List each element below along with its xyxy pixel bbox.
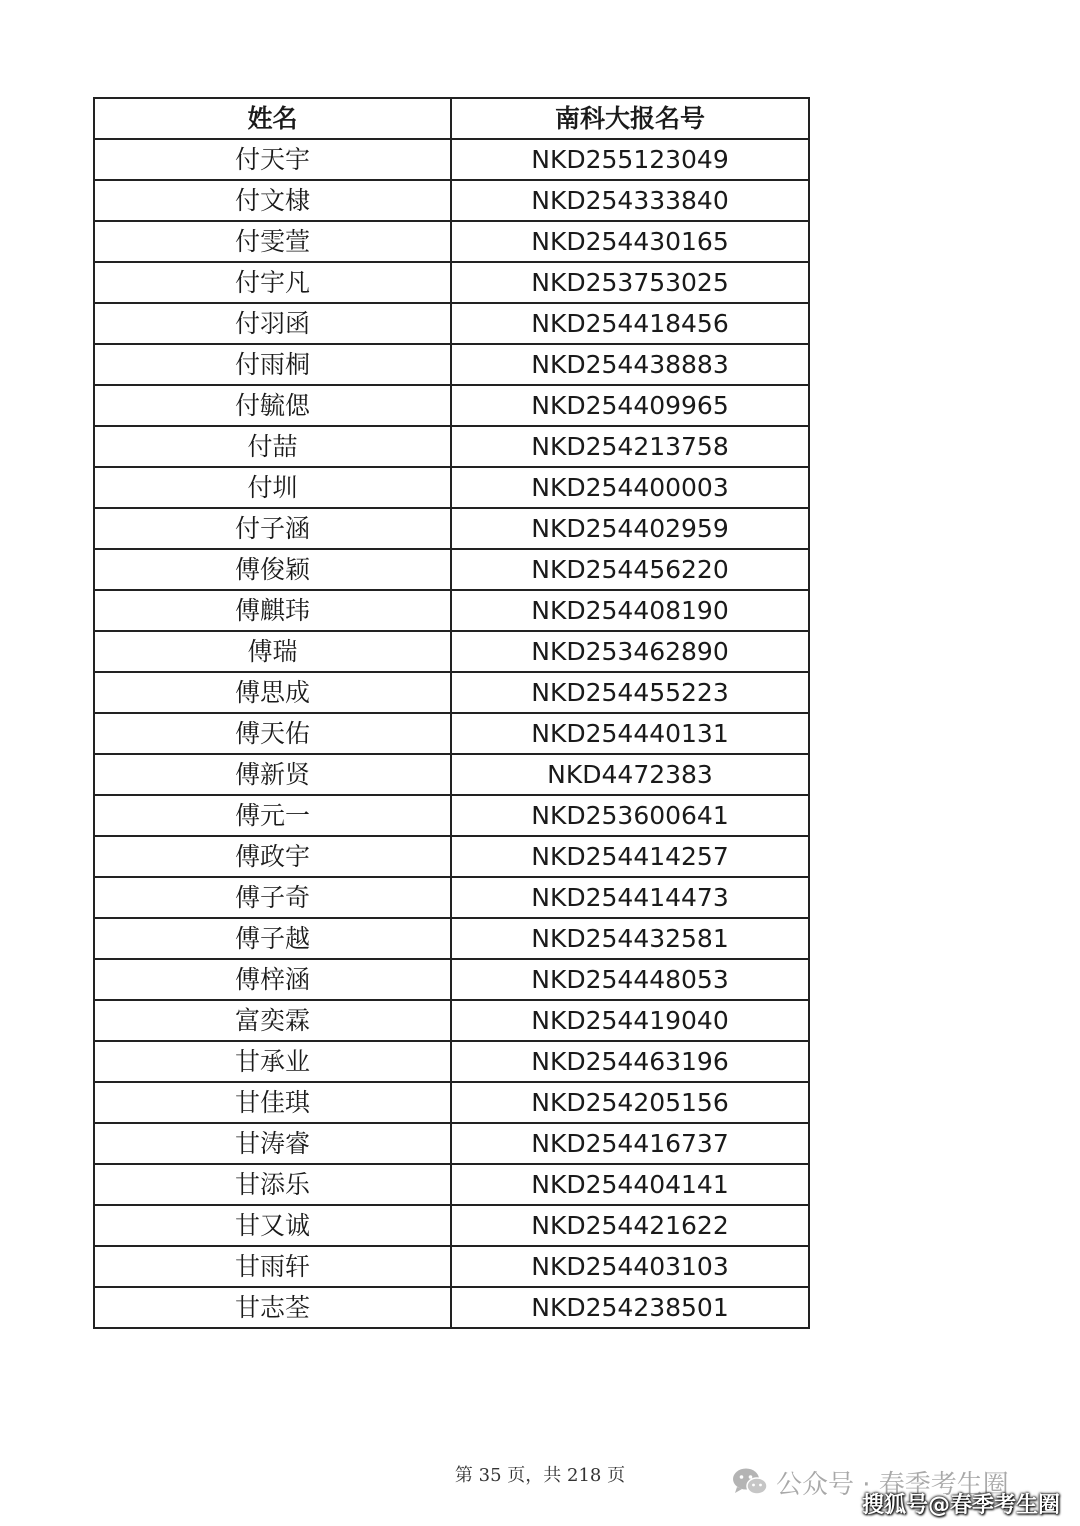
student-name-cell: 付宇凡: [94, 262, 451, 303]
student-name-cell: 付雨桐: [94, 344, 451, 385]
table-row: [94, 549, 809, 590]
student-name-cell: 傅子越: [94, 918, 451, 959]
table-row: [94, 508, 809, 549]
registration-number-cell: NKD254213758: [451, 426, 809, 467]
table-row: [94, 631, 809, 672]
header-registration-number: 南科大报名号: [451, 98, 809, 139]
table-row: [94, 262, 809, 303]
registration-number-cell: NKD254414473: [451, 877, 809, 918]
page-number: 第 35 页，共 218 页: [454, 1465, 626, 1486]
registration-number-cell: NKD254430165: [451, 221, 809, 262]
student-name-cell: 富奕霖: [94, 1000, 451, 1041]
table-row: [94, 1164, 809, 1205]
student-name-cell: 甘承业: [94, 1041, 451, 1082]
official-account-text: 公众号 · 春季考生圈: [776, 1469, 1009, 1500]
student-name-cell: 傅思成: [94, 672, 451, 713]
table-row: [94, 426, 809, 467]
table-row: [94, 795, 809, 836]
table-row: [94, 754, 809, 795]
table-row: [94, 1000, 809, 1041]
table-row: [94, 467, 809, 508]
student-name-cell: 甘添乐: [94, 1164, 451, 1205]
student-name-cell: 付雯萱: [94, 221, 451, 262]
wechat-icon: [732, 1467, 768, 1497]
registration-number-cell: NKD254455223: [451, 672, 809, 713]
registration-number-cell: NKD254456220: [451, 549, 809, 590]
student-name-cell: 甘涛睿: [94, 1123, 451, 1164]
roster-table: [93, 97, 810, 1329]
student-name-cell: 傅俊颖: [94, 549, 451, 590]
registration-number-cell: NKD254400003: [451, 467, 809, 508]
student-name-cell: 傅梓涵: [94, 959, 451, 1000]
student-name-cell: 甘志荃: [94, 1287, 451, 1328]
table-row: [94, 1082, 809, 1123]
table-row: [94, 221, 809, 262]
registration-number-cell: NKD254333840: [451, 180, 809, 221]
student-name-cell: 傅麒玮: [94, 590, 451, 631]
registration-number-cell: NKD254205156: [451, 1082, 809, 1123]
registration-number-cell: NKD254421622: [451, 1205, 809, 1246]
registration-number-cell: NKD254404141: [451, 1164, 809, 1205]
registration-number-cell: NKD254438883: [451, 344, 809, 385]
registration-number-cell: NKD253600641: [451, 795, 809, 836]
student-name-cell: 付文棣: [94, 180, 451, 221]
table-row: [94, 344, 809, 385]
sohu-watermark: 搜狐号@春季考生圈: [862, 1493, 1061, 1518]
student-name-cell: 付羽函: [94, 303, 451, 344]
student-name-cell: 甘又诚: [94, 1205, 451, 1246]
registration-number-cell: NKD254238501: [451, 1287, 809, 1328]
registration-number-cell: NKD254402959: [451, 508, 809, 549]
registration-number-cell: NKD253462890: [451, 631, 809, 672]
registration-number-cell: NKD254403103: [451, 1246, 809, 1287]
registration-number-cell: NKD254414257: [451, 836, 809, 877]
student-name-cell: 付毓偲: [94, 385, 451, 426]
student-name-cell: 付喆: [94, 426, 451, 467]
registration-number-cell: NKD4472383: [451, 754, 809, 795]
student-name-cell: 傅政宇: [94, 836, 451, 877]
table-row: [94, 836, 809, 877]
registration-number-cell: NKD254418456: [451, 303, 809, 344]
header-name: 姓名: [94, 98, 451, 139]
table-row: [94, 877, 809, 918]
table-header-row: [94, 98, 809, 139]
student-name-cell: 甘佳琪: [94, 1082, 451, 1123]
table-row: [94, 1041, 809, 1082]
table-row: [94, 713, 809, 754]
table-row: [94, 918, 809, 959]
table-row: [94, 1205, 809, 1246]
table-row: [94, 1246, 809, 1287]
student-name-cell: 傅元一: [94, 795, 451, 836]
table-row: [94, 1123, 809, 1164]
registration-number-cell: NKD253753025: [451, 262, 809, 303]
table-row: [94, 180, 809, 221]
table-row: [94, 303, 809, 344]
student-name-cell: 傅新贤: [94, 754, 451, 795]
student-name-cell: 甘雨轩: [94, 1246, 451, 1287]
registration-number-cell: NKD254448053: [451, 959, 809, 1000]
table-row: [94, 385, 809, 426]
student-name-cell: 傅子奇: [94, 877, 451, 918]
student-name-cell: 付天宇: [94, 139, 451, 180]
table-row: [94, 959, 809, 1000]
student-name-cell: 付子涵: [94, 508, 451, 549]
registration-number-cell: NKD254432581: [451, 918, 809, 959]
registration-number-cell: NKD255123049: [451, 139, 809, 180]
student-name-cell: 傅瑞: [94, 631, 451, 672]
registration-number-cell: NKD254463196: [451, 1041, 809, 1082]
table-row: [94, 139, 809, 180]
registration-number-cell: NKD254409965: [451, 385, 809, 426]
table-row: [94, 590, 809, 631]
student-name-cell: 付圳: [94, 467, 451, 508]
registration-number-cell: NKD254419040: [451, 1000, 809, 1041]
registration-number-cell: NKD254440131: [451, 713, 809, 754]
registration-number-cell: NKD254416737: [451, 1123, 809, 1164]
registration-number-cell: NKD254408190: [451, 590, 809, 631]
table-row: [94, 672, 809, 713]
student-name-cell: 傅天佑: [94, 713, 451, 754]
table-row: [94, 1287, 809, 1328]
